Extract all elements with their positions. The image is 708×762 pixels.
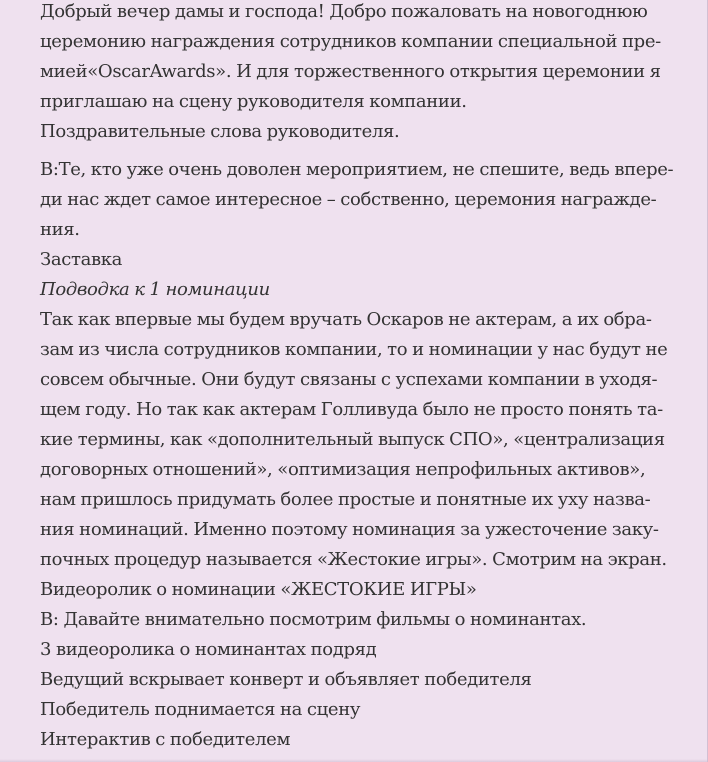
text-line: зам из числа сотрудников компании, то и номинации у нас будут не (40, 339, 668, 360)
text-line: Заставка (40, 249, 123, 270)
paragraph-spacer (40, 147, 680, 155)
text-line: Поздравительные слова руководителя. (40, 121, 400, 142)
text-line: договорных отношений», «оптимизация непрофильных активов», (40, 459, 646, 480)
text-line: Ведущий вскрывает конверт и объявляет победителя (40, 669, 532, 690)
text-line: щем году. Но так как актерам Голливуда было не просто понять та- (40, 399, 663, 420)
text-line: ния. (40, 219, 80, 240)
text-line: Победитель поднимается на сцену (40, 699, 361, 720)
text-line: приглашаю на сцену руководителя компании. (40, 91, 467, 112)
text-line: церемонию награждения сотрудников компании специальной пре- (40, 31, 661, 52)
text-line: Добрый вечер дамы и господа! Добро пожаловать на новогоднюю (40, 1, 648, 22)
text-line: Интерактив с победителем (40, 729, 291, 750)
text-line: Так как впервые мы будем вручать Оскаров не актерам, а их обра- (40, 309, 652, 330)
text-line: В: Давайте внимательно посмотрим фильмы о номинантах. (40, 609, 587, 630)
italic-heading: Подводка к 1 номинации (40, 279, 270, 300)
document-text (40, 0, 680, 755)
text-line: В:Те, кто уже очень доволен мероприятием, не спешите, ведь впере- (40, 159, 674, 180)
text-line: почных процедур называется «Жестокие игры». Смотрим на экран. (40, 549, 667, 570)
text-line: 3 видеоролика о номинантах подряд (40, 639, 377, 660)
text-line: совсем обычные. Они будут связаны с успехами компании в уходя- (40, 369, 658, 390)
text-line: мией«OscarAwards». И для торжественного открытия церемонии я (40, 61, 661, 82)
text-line: нам пришлось придумать более простые и понятные их уху назва- (40, 489, 651, 510)
text-line: ди нас ждет самое интересное – собственно, церемония награжде- (40, 189, 657, 210)
text-line: Видеоролик о номинации «ЖЕСТОКИЕ ИГРЫ» (40, 579, 477, 600)
text-line: ния номинаций. Именно поэтому номинация за ужесточение заку- (40, 519, 659, 540)
text-line: кие термины, как «дополнительный выпуск СПО», «централизация (40, 429, 665, 450)
